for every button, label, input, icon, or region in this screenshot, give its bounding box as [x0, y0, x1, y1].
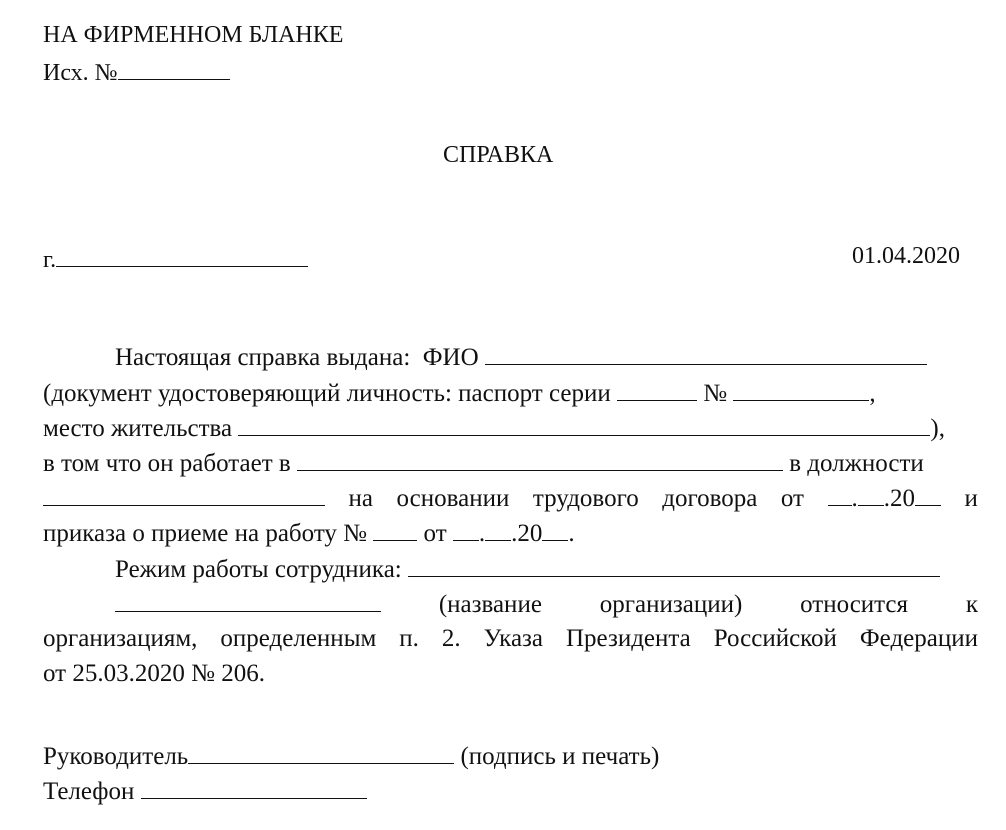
passport-number-blank [733, 379, 869, 401]
phone-label: Телефон [43, 778, 135, 805]
letterhead-note: НА ФИРМЕННОМ БЛАНКЕ [43, 22, 344, 48]
body-line-9: организациям, определенным п. 2. Указа Президента Российской Федерации [43, 625, 978, 652]
body-line-5: на основании трудового договора от . .20 и [43, 484, 978, 514]
body-line-8: (название организации) относится к [115, 590, 978, 620]
phone-line [43, 777, 367, 807]
residence-blank [238, 414, 930, 436]
signature-blank [188, 742, 454, 764]
body-line-3: место жительства ), [43, 415, 945, 442]
fio-blank [485, 343, 927, 365]
employer-blank [297, 449, 783, 471]
outgoing-number-label: Исх. № [43, 60, 118, 86]
outgoing-number-blank [118, 58, 230, 80]
head-signature-line [43, 742, 659, 772]
body-line-6: приказа о приеме на работу № от . .20 . [43, 520, 575, 547]
document-title: СПРАВКА [443, 142, 554, 168]
outgoing-number-line [43, 58, 230, 88]
place-label: г. [43, 247, 57, 273]
order-number-blank [373, 519, 417, 541]
contract-date: . .20 [828, 484, 942, 514]
position-blank [43, 484, 325, 506]
organization-name-blank [115, 590, 381, 612]
document-date: 01.04.2020 [852, 243, 960, 269]
body-line-4: в том что он работает в в должности [43, 450, 924, 477]
place-line [43, 245, 308, 275]
body-line-2: (документ удостоверяющий личность: паспорт серии № , [43, 380, 876, 407]
body-line-1: Настоящая справка выдана: ФИО [115, 343, 927, 373]
order-date: . .20 . [453, 520, 575, 547]
phone-blank [141, 777, 367, 799]
signature-note: (подпись и печать) [460, 743, 660, 770]
head-label: Руководитель [43, 743, 189, 770]
work-schedule-blank [408, 555, 940, 577]
place-blank [56, 245, 308, 267]
body-line-7: Режим работы сотрудника: [115, 555, 940, 585]
passport-series-blank [617, 379, 697, 401]
body-line-10: от 25.03.2020 № 206. [43, 660, 265, 687]
fio-label: ФИО [422, 344, 479, 371]
